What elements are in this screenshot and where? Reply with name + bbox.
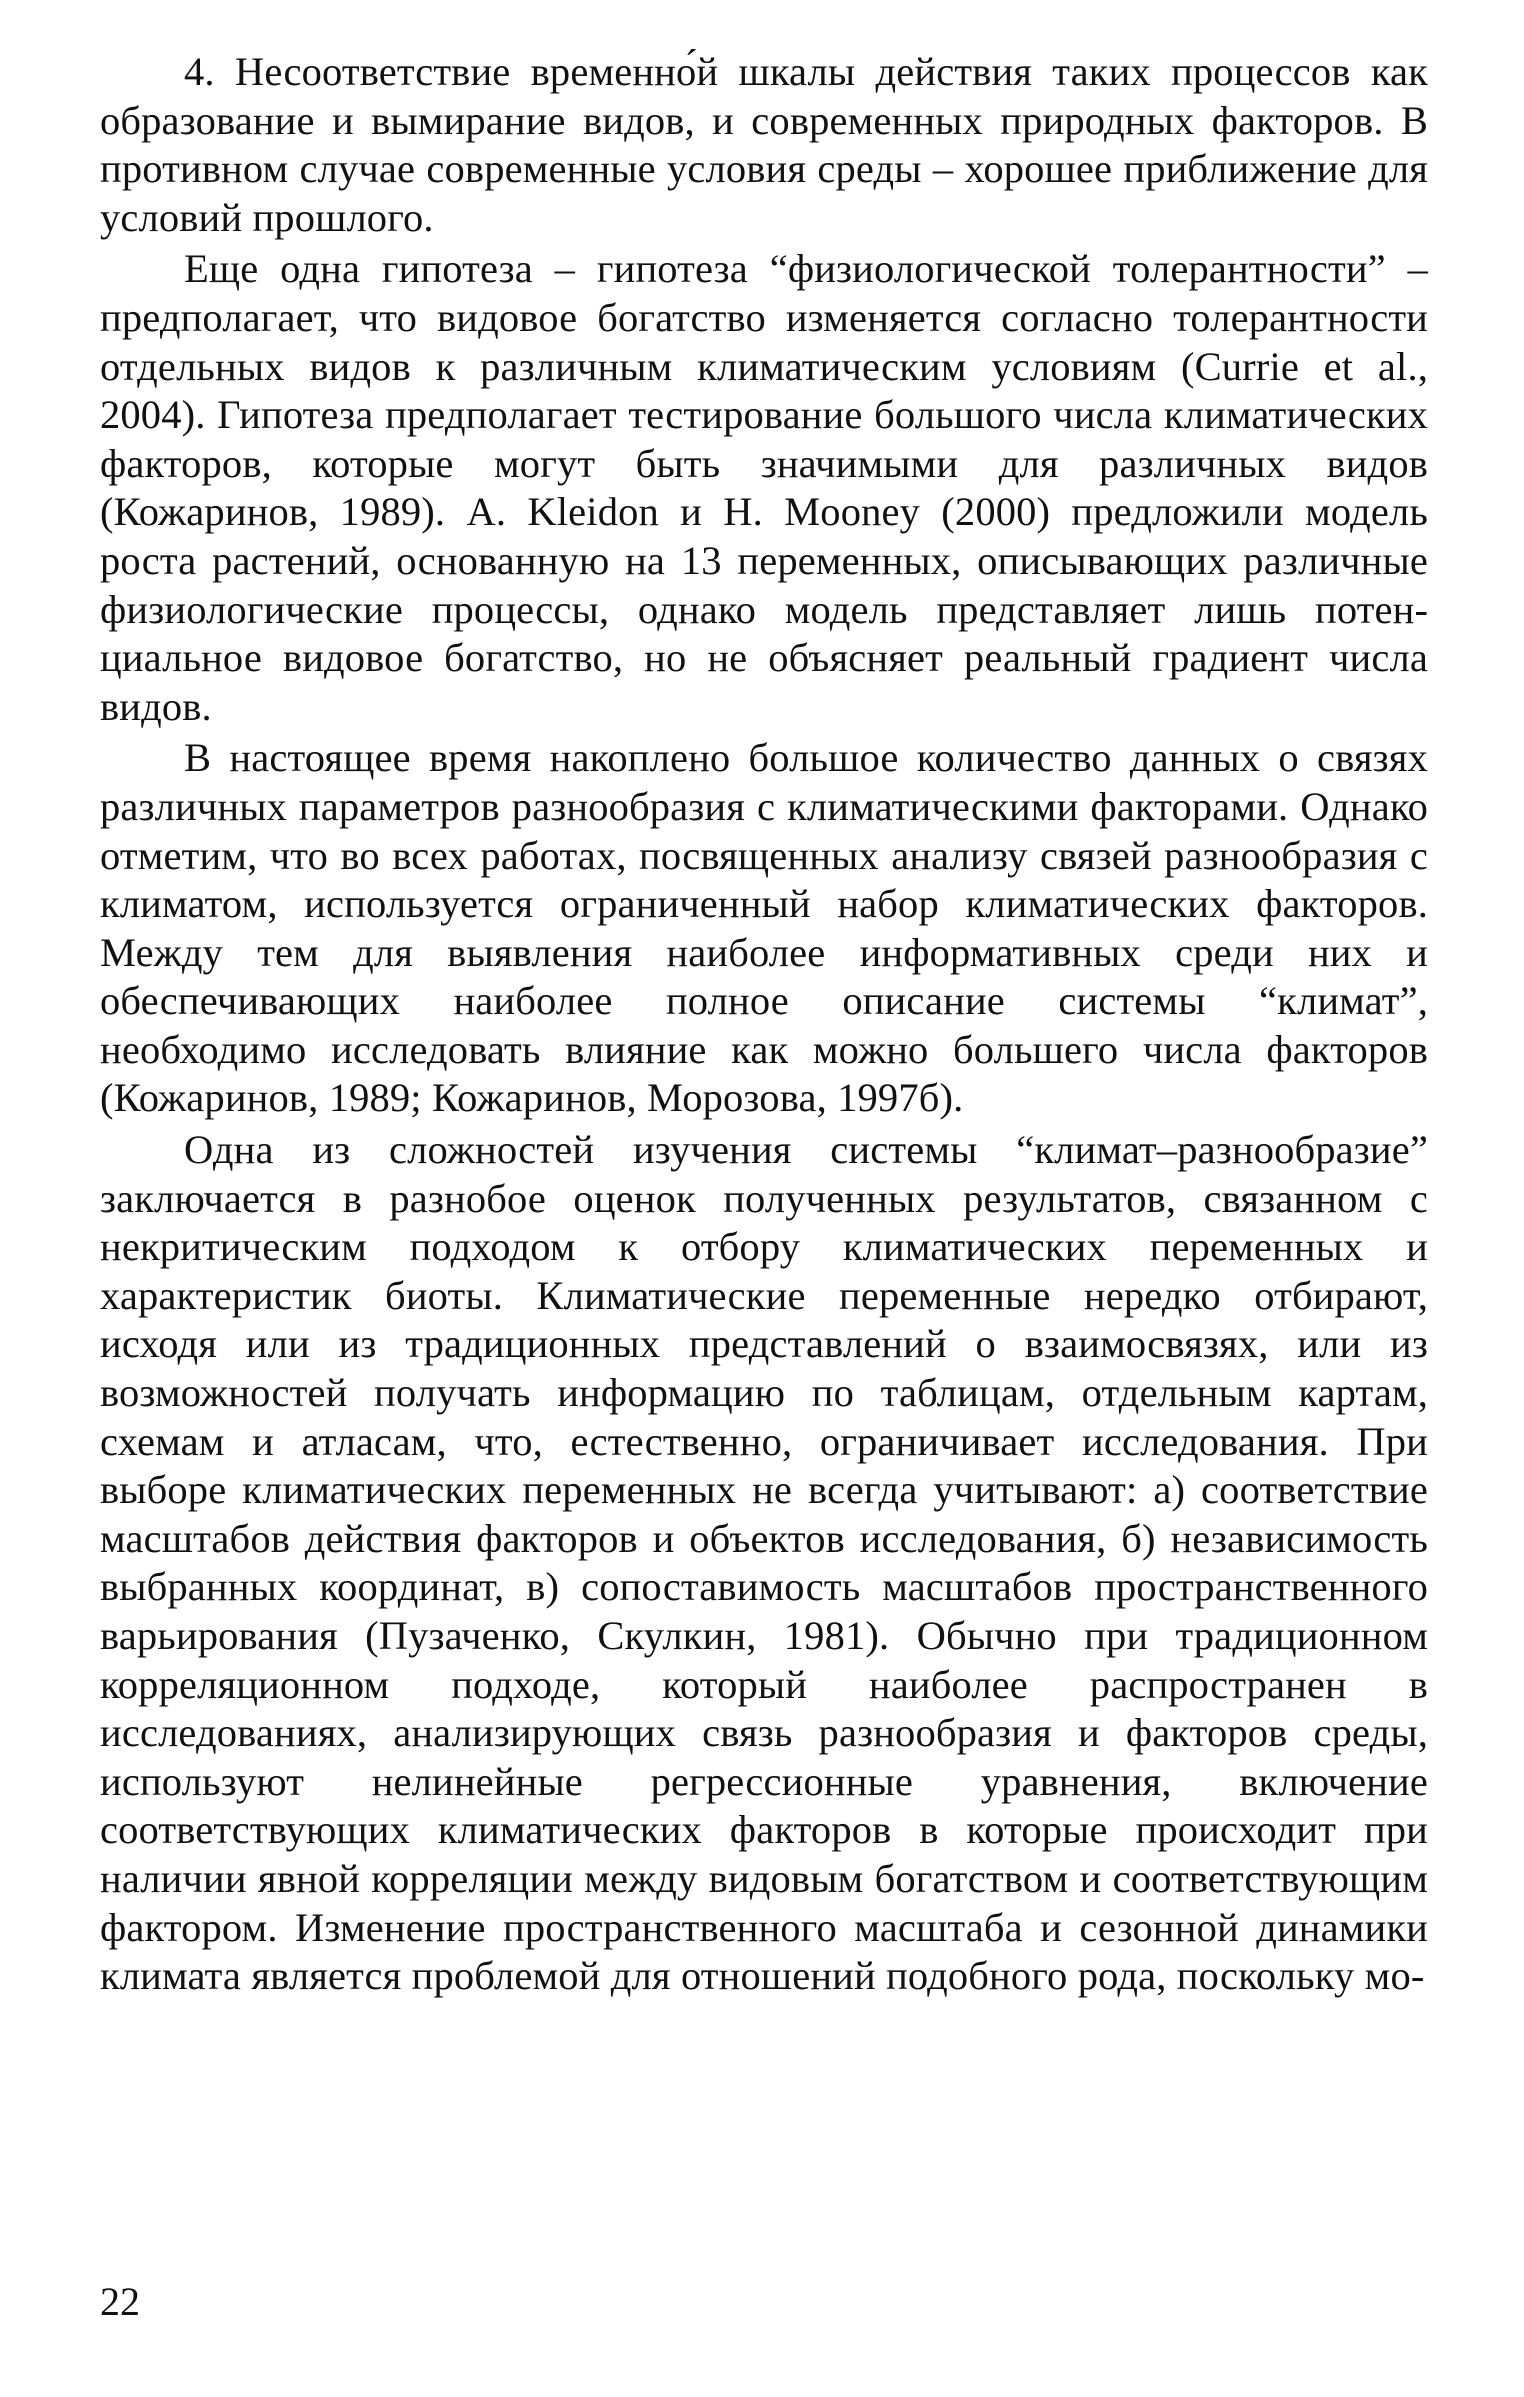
paragraph-tolerance-hypothesis: Еще одна гипотеза – гипотеза “физиологической толерантности” – предполагает, что видовое богатство изменяется согласно толерантности отдельных видов к различным климатическим условиям (Currie et al., 2004). Гипотеза предполагает тестирование большого числа климатических факторов, которые могут быть значимыми для различных видов (Кожаринов, 1989). A. Kleidon и H. Mooney (2000) предложили модель роста растений, основанную на 13 переменных, описывающих различные физиологические процессы, однако модель представляет лишь потенциальное видовое богатство, но не объясняет реальный градиент числа видов. (100, 246, 1428, 729)
page-number: 22 (100, 2279, 140, 2324)
paragraph-item-4: 4. Несоответствие временно́й шкалы действия таких процессов как образование и вымирание видов, и современных природных факторов. В противном случае современные условия среды – хорошее приближение для условий прошлого. (100, 49, 1428, 240)
paragraph-climate-data: В настоящее время накоплено большое количество данных о связях различных параметров разнообразия с климатическими факторами. Однако отметим, что во всех работах, посвященных анализу связей разнообразия с климатом, используется ограниченный набор климатических факторов. Между тем для выявления наиболее информативных среди них и обеспечивающих наиболее полное описание системы “климат”, необходимо исследовать влияние как можно большего числа факторов (Кожаринов, 1989; Кожаринов, Морозова, 1997б). (100, 735, 1428, 1121)
paragraph-climate-diversity-system: Одна из сложностей изучения системы “климат–разнообразие” заключается в разнобое оценок полученных результатов, связанном с некритическим подходом к отбору климатических переменных и характеристик биоты. Климатические переменные нередко отбирают, исходя или из традиционных представлений о взаимосвязях, или из возможностей получать информацию по таблицам, отдельным картам, схемам и атласам, что, естественно, ограничивает исследования. При выборе климатических переменных не всегда учитывают: а) соответствие масштабов действия факторов и объектов исследования, б) независимость выбранных координат, в) сопоставимость масштабов пространственного варьирования (Пузаченко, Скулкин, 1981). Обычно при традиционном корреляционном подходе, который наиболее распространен в исследованиях, анализирующих связь разнообразия и факторов среды, используют нелинейные регрессионные уравнения, включение соответствующих климатических факторов в которые происходит при наличии явной корреляции между видовым богатством и соответствующим фактором. Изменение пространственного масштаба и сезонной динамики климата является проблемой для отношений подобного рода, поскольку мо- (100, 1127, 1428, 1999)
body-text (100, 48, 1428, 2004)
